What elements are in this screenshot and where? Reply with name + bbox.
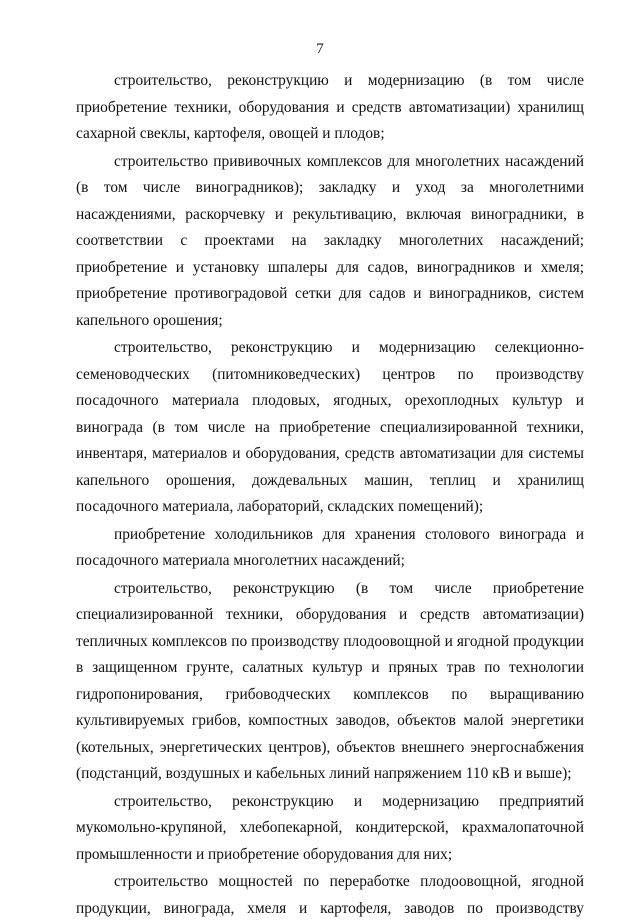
paragraph-breeding-centers: строительство, реконструкцию и модернизацию селекционно-семеноводческих (питомниковедческих) центров по производству посадочного материала плодовых, ягодных, орехоплодных культур и винограда (в том числе на приобретение специализированной техники, инвентаря, материалов и оборудования, средств автоматизации для системы капельного орошения, дождевальных машин, теплиц и хранилищ посадочного материала, лабораторий, складских помещений); [76,339,584,515]
document-body [76,68,584,922]
paragraph-milling-enterprises: строительство, реконструкцию и модернизацию предприятий мукомольно-крупяной, хлебопекарной, кондитерской, крахмалопаточной промышленности и приобретение оборудования для них; [76,792,584,863]
paragraph-greenhouse-complexes: строительство, реконструкцию (в том числе приобретение специализированной техники, оборудования и средств автоматизации) тепличных комплексов по производству плодоовощной и ягодной продукции в защищенном грунте, салатных культур и пряных трав по технологии гидропонирования, грибоводческих комплексов по выращиванию культивируемых грибов, компостных заводов, объектов малой энергетики (котельных, энергетических центров), объектов внешнего энергоснабжения (подстанций, воздушных и кабельных линий напряжением 110 кВ и выше); [76,579,584,782]
paragraph-sugar-beet-storage: строительство, реконструкцию и модернизацию (в том числе приобретение техники, оборудования и средств автоматизации) хранилищ сахарной свеклы, картофеля, овощей и плодов; [76,72,584,142]
page-number: 7 [316,41,324,57]
paragraph-refrigerators: приобретение холодильников для хранения столового винограда и посадочного материала многолетних насаждений; [76,525,584,569]
paragraph-processing-capacities: строительство мощностей по переработке плодоовощной, ягодной продукции, винограда, хмеля и картофеля, заводов по производству [76,873,584,917]
paragraph-grafting-complexes: строительство прививочных комплексов для многолетних насаждений (в том числе виноградников); закладку и уход за многолетними насаждениями, раскорчевку и рекультивацию, включая виноградники, в соответствии с проектами на закладку многолетних насаждений; приобретение и установку шпалеры для садов, виноградников и хмеля; приобретение противоградовой сетки для садов и виноградников, систем капельного орошения; [76,152,584,329]
